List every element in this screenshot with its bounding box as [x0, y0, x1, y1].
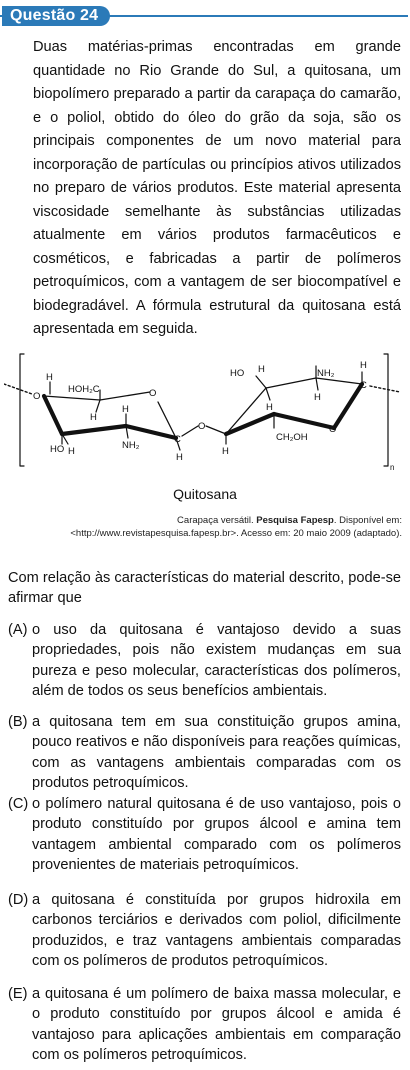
atom-label: O: [329, 424, 337, 435]
option-text: a quitosana é constituída por grupos hidroxila em carbonos terciários e derivados com poliol, dificilmente produzidos, e traz vantagens ambientais comparadas com os polímeros de produtos petroquímicos.: [32, 892, 401, 970]
atom-label: H: [222, 446, 229, 457]
question-number-badge: Questão 24: [2, 6, 110, 26]
atom-label: H: [266, 402, 273, 413]
atom-label: H: [176, 452, 183, 463]
atom-label: C: [360, 380, 367, 391]
chain-dots-left: [4, 384, 32, 394]
atom-label: H: [46, 372, 53, 383]
option-letter: (D): [8, 892, 29, 908]
source-prefix: Carapaça versátil.: [177, 515, 257, 526]
option-text: o polímero natural quitosana é de uso vantajoso, pois o produto constituído por grupos álcool e amina tem vantagem ambiental comparado com os polímeros provenientes de materiais petroquímicos.: [32, 796, 401, 874]
atom-label: HOH₂C: [68, 384, 100, 395]
chitosan-structural-formula: [4, 352, 406, 472]
right-bracket: [384, 354, 388, 466]
option-e[interactable]: [8, 984, 401, 1066]
left-bracket: [20, 354, 24, 466]
option-a[interactable]: [8, 620, 401, 702]
atom-label: H: [360, 360, 367, 371]
atom-label: O: [33, 391, 41, 402]
atom-label: HO: [50, 444, 65, 455]
left-glucosamine-ring: [44, 382, 180, 450]
source-journal: Pesquisa Fapesp: [256, 515, 334, 526]
glycosidic-bond-left: [182, 426, 198, 436]
atom-label: CH₂OH: [276, 432, 308, 443]
repeat-unit-n: n: [390, 463, 395, 472]
atom-label: H: [314, 392, 321, 403]
option-letter: (E): [8, 986, 28, 1002]
option-text: a quitosana é um polímero de baixa massa molecular, e o produto constituído por grupos álcool e amida é vantajoso para aplicações ambientais em comparação com os polímeros petroquímicos.: [32, 986, 401, 1064]
option-d[interactable]: [8, 890, 401, 972]
question-header: [0, 6, 410, 26]
atom-label: C: [174, 434, 181, 445]
atom-label: H: [68, 446, 75, 457]
structure-caption: Quitosana: [173, 486, 237, 502]
atom-label: H: [258, 364, 265, 375]
atom-label: HO: [230, 368, 245, 379]
glycosidic-bond-right: [206, 426, 226, 434]
atom-label: NH₂: [122, 440, 140, 451]
option-letter: (C): [8, 796, 29, 812]
question-stem: Com relação às características do material descrito, pode-se afirmar que: [8, 570, 401, 606]
chain-dots-right: [370, 386, 400, 392]
source-suffix: . Disponível em: <http://www.revistapesquisa.fapesp.br>. Acesso em: 20 maio 2009 (adaptado).: [70, 515, 402, 539]
option-b[interactable]: [8, 712, 401, 794]
option-text: o uso da quitosana é vantajoso devido a suas propriedades, pois não existem mudanças em sua pureza e peso molecular, características dos polímeros, além de todos os seus benefícios ambientais.: [32, 622, 401, 700]
atom-label: H: [90, 412, 97, 423]
atom-label: O: [149, 388, 157, 399]
option-text: a quitosana tem em sua constituição grupos amina, pouco reativos e não disponíveis para reações químicas, com as vantagens ambientais comparadas com os produtos petroquímicos.: [32, 714, 401, 792]
option-c[interactable]: [8, 794, 401, 876]
atom-label: O: [198, 421, 206, 432]
question-intro-text: Duas matérias-primas encontradas em grande quantidade no Rio Grande do Sul, a quitosana, um biopolímero preparado a partir da carapaça do camarão, e o poliol, obtido do óleo do grão da soja, são os principais componentes de um novo material para incorporação de partículas ou princípios ativos utilizados no preparo de vários produtos. Este material apresenta viscosidade semelhante às substâncias utilizadas atualmente em vários produtos farmacêuticos e cosméticos, e fabricadas a partir de polímeros petroquímicos, com a vantagem de ser biocompatível e biodegradável. A fórmula estrutural da quitosana está apresentada em seguida.: [33, 39, 401, 337]
source-citation: [42, 515, 402, 540]
option-letter: (A): [8, 622, 28, 638]
atom-label: NH₂: [317, 368, 335, 379]
option-letter: (B): [8, 714, 28, 730]
atom-label: H: [122, 404, 129, 415]
